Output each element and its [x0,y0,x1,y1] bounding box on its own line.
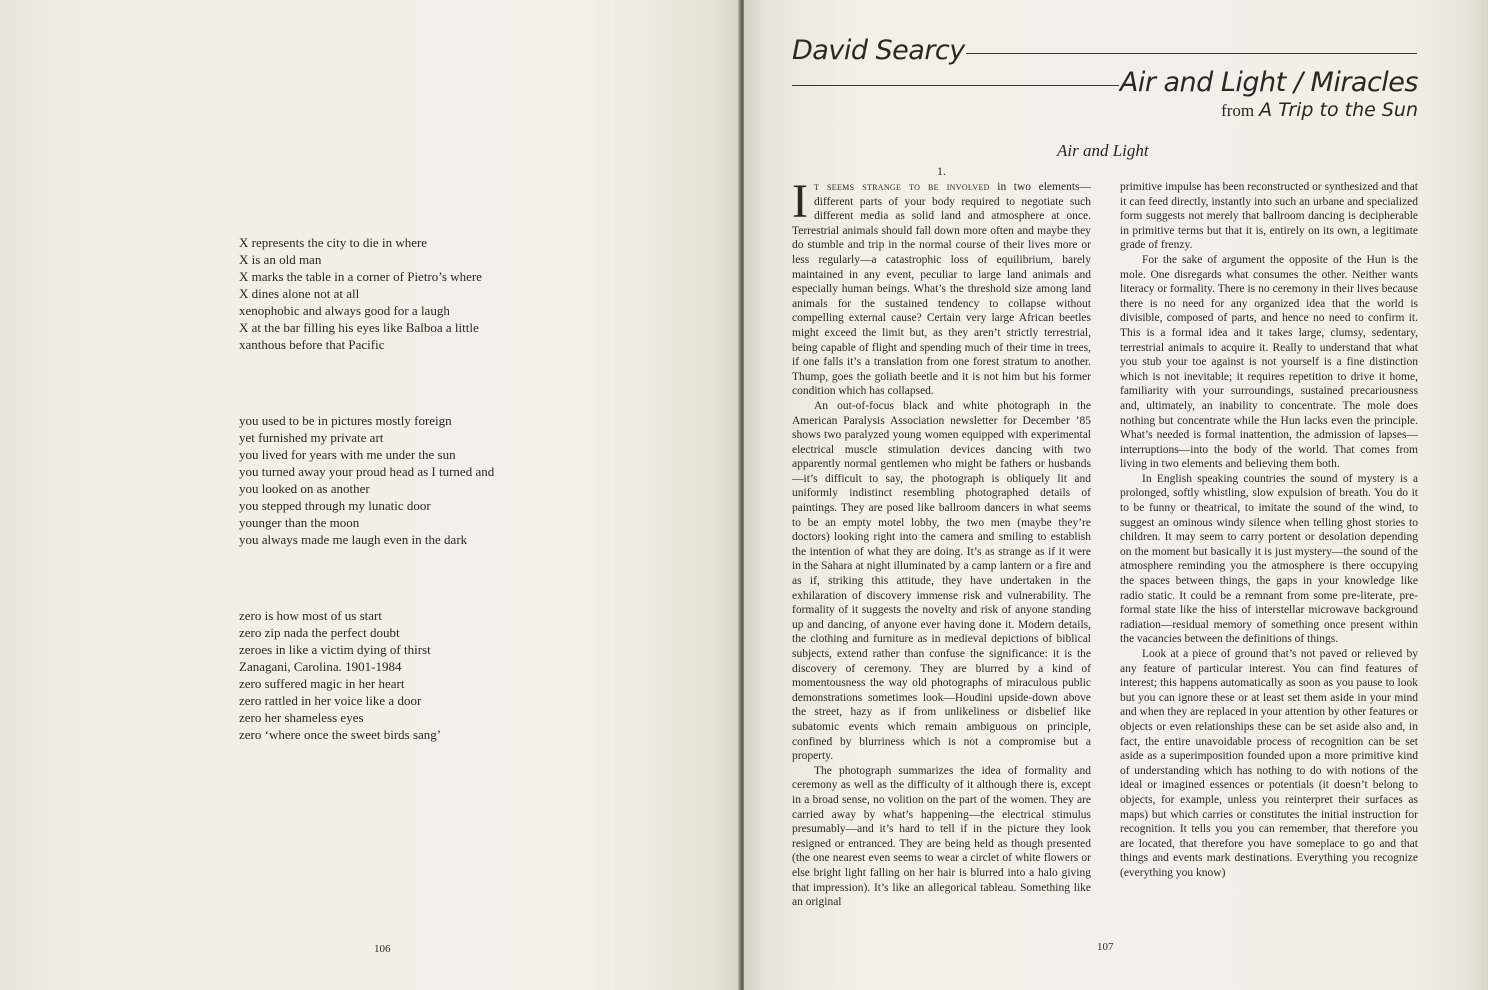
poem-line: X marks the table in a corner of Pietro’s where [239,269,482,284]
left-page [0,0,740,990]
poem-line: zero is how most of us start [239,608,382,623]
paragraph [792,175,1091,399]
paragraph: An out-of-focus black and white photograph in the American Paralysis Association newsletter for December ’85 shows two paralyzed young women equipped with experimental electrical muscle stimulation devices dancing with two apparently normal gentlemen who might be fathers or husbands—it’s difficult to say, the photograph is obliquely lit and uniformly indistinct resembling photographed details of paintings. They are posed like ballroom dancers in what seems to be an empty motel lobby, the two men (maybe they’re doctors) looking right into the camera and smiling to establish the intention of what they are doing. It’s as strange as if it were in the Sahara at night illuminated by a camp lantern or a fire and as if, striking this attitude, they have undertaken in the exhilaration of discovery immense risk and vulnerability. The formality of it suggests the novelty and risk of anyone standing up and dancing, of anyone ever having done it. Modern details, the clothing and furniture as in medieval depictions of biblical subjects, extend rather than confuse the significance: it is the discovery of ceremony. They are blurred by a kind of momentousness the way old photographs of miraculous public demonstrations sometimes look—Houdini upside-down above the street, hazy as if from unlikeliness or disbelief like subatomic events which remain ambiguous on principle, confined by blurriness which is not a compromise but a property. [792,399,1091,763]
stanza-x [239,234,482,353]
poem-line: you looked on as another [239,481,370,496]
author-name: David Searcy [792,35,965,66]
page-number-left: 106 [374,943,391,955]
poem-line: xanthous before that Pacific [239,337,385,352]
header-rule-bottom [792,85,1119,86]
text-column-left [792,175,1091,910]
lead-smallcaps: t seems strange to be involved [813,181,990,193]
poem-line: xenophobic and always good for a laugh [239,303,450,318]
paragraph: Look at a piece of ground that’s not paved or relieved by any feature of particular interest. You can find features of interest; this happens automatically as soon as you pause to look but you can ignore these or at least set them aside in your mind and when they are replaced in your attention by other features or objects or even relationships these can be set aside also and, in fact, the entire unavoidable process of recognition can be set aside as a superimposition founded upon a more primitive kind of understanding which has nothing to do with notions of the ideal or imagined essences or potentials (it doesn’t belong to objects, for example, unless you reinterpret their surfaces as maps) but which carries or constitutes the initial instruction for recognition. It tells you you can remember, that therefore you are located, that therefore you have someplace to go and that things and events mark destinations. Everything you recognize (everything you know) [1120,648,1418,879]
drop-cap: I [792,175,808,228]
section-title: Air and Light [1057,141,1149,160]
piece-subtitle [1221,99,1418,122]
stanza-z [239,607,441,743]
paragraph-text: in two elements—different parts of your body required to negotiate such different media as solid land and atmosphere at once. Terrestrial animals should fall down more often and maybe they do stumble and trip in the normal course of their lives more or less regularly—a catastrophic loss of equilibrium, barely maintained in any event, peculiar to large land animals and especially human beings. What’s the threshold size among land animals for the sustained tendency to collapse without compelling external cause? Certain very large African beetles might exceed the limit but, as they aren’t strictly terrestrial, being capable of flight and spending much of their time in trees, if one falls it’s a translation from one forest stratum to another. Thump, goes the goliath beetle and it is not him but his former condition which has collapsed. [792,181,1091,398]
subtitle-book: A Trip to the Sun [1259,99,1418,121]
poem-line: Zanagani, Carolina. 1901-1984 [239,659,402,674]
poem-line: X is an old man [239,252,322,267]
poem-line: X dines alone not at all [239,286,360,301]
poem-line: zero rattled in her voice like a door [239,693,422,708]
poem-line: you used to be in pictures mostly foreign [239,413,452,428]
poem-line: X at the bar filling his eyes like Balboa a little [239,320,479,335]
poem-line: zero ‘where once the sweet birds sang’ [239,727,442,742]
poem-line: you turned away your proud head as I turned and [239,464,495,479]
stanza-y [239,412,494,548]
header-rule-top [966,53,1417,54]
section-number: 1. [937,164,946,178]
poem-line: zero her shameless eyes [239,710,364,725]
text-column-right [1120,180,1418,881]
poem-line: zero suffered magic in her heart [239,676,405,691]
paragraph: In English speaking countries the sound of mystery is a prolonged, softly whistling, slow expulsion of breath. You do it to be funny or theatrical, to imitate the sound of the wind, to suggest an ominous windy silence when telling ghost stories to children. It may seem to carry portent or desolation depending on the moment but basically it is just mystery—the sound of the atmosphere reminding you the atmosphere is there occupying the spaces between things, the gaps in your knowledge like radio static. It could be a remnant from some pre-literate, pre-formal state like the hiss of interstellar microwave background radiation—residual memory of something once present within the vacancies between the definitions of things. [1120,472,1418,646]
subtitle-from: from [1221,101,1255,120]
poem-line: you lived for years with me under the sun [239,447,456,462]
poem-line: zero zip nada the perfect doubt [239,625,400,640]
poem-line: you stepped through my lunatic door [239,498,431,513]
poem-line: zeroes in like a victim dying of thirst [239,642,431,657]
poem-line: you always made me laugh even in the dark [239,532,468,547]
paragraph: For the sake of argument the opposite of the Hun is the mole. One disregards what consumes the other. Neither wants literacy or formality. There is no ceremony in their lives because there is no need for any organized idea that the world is divisible, composed of parts, and hence no need to confirm it. This is a formal idea and it takes large, clumsy, sedentary, terrestrial animals to acquire it. Really to understand that what you stub your toe against is not yourself is a fine distinction which is not inevitable; it requires repetition to drive it home, familiarity with your surroundings, sustained precariousness and, ultimately, an inability to concentrate. The mole does nothing but concentrate while the Hun lacks even the principle. What’s needed is formal inattention, the admission of lapses—interruptions—into the body of the world. That comes from living in two elements and believing them both. [1120,253,1418,471]
poem-line: X represents the city to die in where [239,235,428,250]
piece-title: Air and Light / Miracles [1119,67,1418,98]
poem-line: yet furnished my private art [239,430,384,445]
poem-line: younger than the moon [239,515,360,530]
paragraph: primitive impulse has been reconstructed or synthesized and that it can feed directly, instantly into such an urbane and specialized form suggests not merely that ballroom dancing is decipherable in primitive terms but that it is, entirely on its own, a legitimate grade of frenzy. [1120,181,1418,252]
paragraph: The photograph summarizes the idea of formality and ceremony as well as the difficulty of it although there is, except in a broad sense, no volition on the part of the women. They are carried away by what’s happening—the electrical stimulus presumably—and it’s hard to tell if in the picture they look resigned or entranced. They are being held as though presented (the one nearest even seems to wear a circlet of white flowers or else bright light falling on her hair is blurred into a halo giving that impression). It’s like an allegorical tableau. Something like an original [792,764,1091,909]
page-number-right: 107 [1097,941,1114,953]
